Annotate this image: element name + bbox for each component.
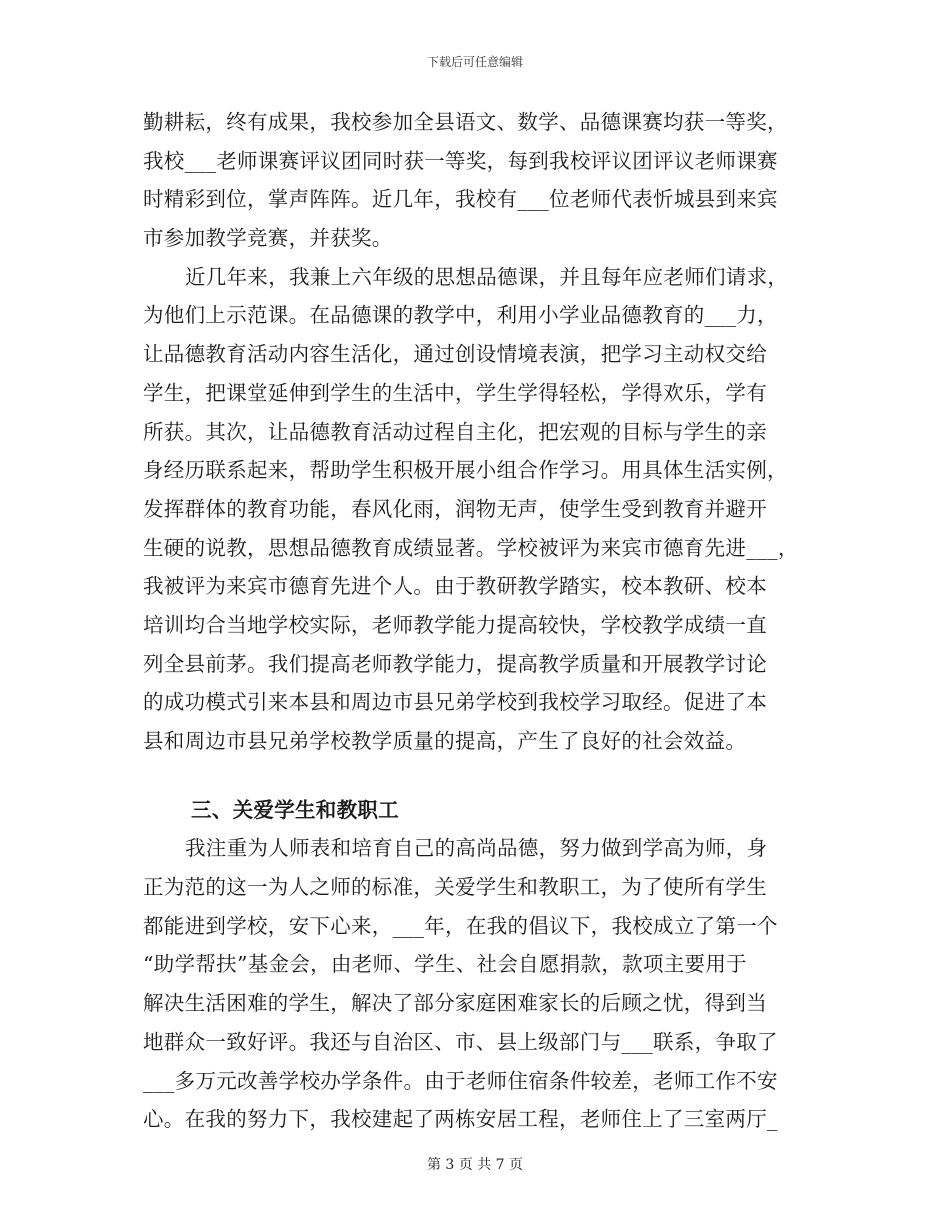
text-line: 正为范的这一为人之师的标准，关爱学生和教职工，为了使所有学生 [143,875,767,900]
section-care [143,791,813,1139]
text-line: 我注重为人师表和培育自己的高尚品德，努力做到学高为师，身 [185,836,768,861]
text-line: 的成功模式引来本县和周边市县兄弟学校到我校学习取经。促进了本 [143,690,767,715]
text-line: 身经历联系起来，帮助学生积极开展小组合作学习。用具体生活实例， [143,458,788,483]
text-line: 为他们上示范课。在品德课的教学中，利用小学业品德教育的___力， [143,303,778,328]
section-spacer [143,761,813,791]
text-line: 县和周边市县兄弟学校教学质量的提高，产生了良好的社会效益。 [143,729,747,753]
text-line: 解决生活困难的学生，解决了部分家庭困难家长的后顾之忧，得到当 [143,991,767,1016]
text-line: 心。在我的努力下，我校建起了两栋安居工程，老师住上了三室两厅_ [143,1107,778,1132]
page-number: 第 3 页 共 7 页 [426,1157,524,1173]
text-line: 都能进到学校，安下心来，___年，在我的倡议下，我校成立了第一个 [143,913,778,938]
document-body [143,103,813,1139]
text-line: “助学帮扶”基金会，由老师、学生、社会自愿捐款，款项主要用于 [143,952,747,977]
paragraph-awards [143,103,813,258]
text-line: 列全县前茅。我们提高老师教学能力，提高教学质量和开展教学讨论 [143,651,767,676]
text-line: ___多万元改善学校办学条件。由于老师住宿条件较差，老师工作不安 [143,1068,778,1093]
text-line: 近几年来，我兼上六年级的思想品德课，并且每年应老师们请求， [185,264,789,289]
page-header: 下载后可任意编辑 [426,55,523,69]
text-line: 发挥群体的教育功能，春风化雨，润物无声，使学生受到教育并避开 [143,496,767,521]
text-line: 学生，把课堂延伸到学生的生活中，学生学得轻松，学得欢乐，学有 [143,380,767,405]
text-line: 地群众一致好评。我还与自治区、市、县上级部门与___联系，争取了 [143,1029,778,1054]
section-heading: 三、关爱学生和教职工 [191,797,399,822]
text-line: 我被评为来宾市德育先进个人。由于教研教学踏实，校本教研、校本 [143,574,767,599]
text-line: 让品德教育活动内容生活化，通过创设情境表演，把学习主动权交给 [143,342,767,367]
text-line: 生硬的说教，思想品德教育成绩显著。学校被评为来宾市德育先进___， [143,535,799,560]
text-line: 我校___老师课赛评议团同时获一等奖，每到我校评议团评议老师课赛 [143,148,778,173]
text-line: 勤耕耘，终有成果，我校参加全县语文、数学、品德课赛均获一等奖， [143,110,788,134]
text-line: 时精彩到位，掌声阵阵。近几年，我校有___位老师代表忻城县到来宾 [143,187,778,212]
paragraph-moral-education [143,258,813,761]
text-line: 市参加教学竞赛，并获奖。 [143,226,393,251]
text-line: 所获。其次，让品德教育活动过程自主化，把宏观的目标与学生的亲 [143,419,767,444]
text-line: 培训均合当地学校实际，老师教学能力提高较快，学校教学成绩一直 [143,612,767,637]
